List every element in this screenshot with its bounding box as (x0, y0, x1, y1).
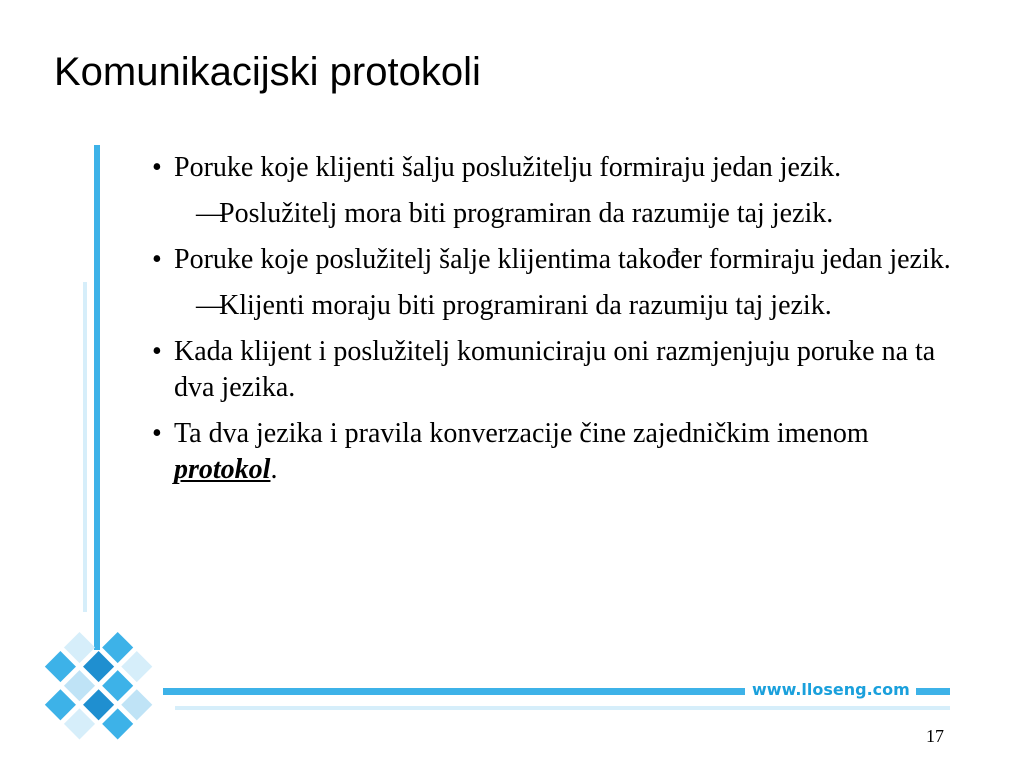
bullet-item (152, 242, 962, 278)
sub-bullet-text: Poslužitelj mora biti programiran da razumije taj jezik. (219, 198, 834, 229)
website-url: www.lloseng.com (752, 680, 910, 699)
accent-vertical-faint-line (83, 282, 87, 612)
bullet-text: Kada klijent i poslužitelj komuniciraju oni razmjenjuju poruke na ta dva jezika. (174, 336, 936, 403)
bullet-item (152, 416, 962, 488)
keyword-protokol: protokol (174, 454, 271, 485)
bullet-marker: • (152, 418, 162, 449)
page-number: 17 (926, 726, 944, 746)
accent-horizontal-line (163, 688, 745, 695)
bullet-text: Ta dva jezika i pravila konverzacije čine zajedničkim imenom (174, 418, 869, 449)
sub-bullet-text: Klijenti moraju biti programirani da razumiju taj jezik. (219, 290, 832, 321)
bullet-item (152, 150, 962, 186)
accent-horizontal-faint-line (175, 706, 950, 710)
dash-marker: — (196, 290, 224, 321)
slide-content (152, 150, 962, 498)
bullet-marker: • (152, 336, 162, 367)
accent-vertical-line (94, 145, 100, 650)
sub-bullet-item (196, 288, 909, 324)
bullet-marker: • (152, 152, 162, 183)
bullet-item (152, 334, 962, 406)
accent-horizontal-line-end (916, 688, 950, 695)
dash-marker: — (196, 198, 224, 229)
bullet-text: Poruke koje klijenti šalju poslužitelju formiraju jedan jezik. (174, 152, 842, 183)
bullet-text: Poruke koje poslužitelj šalje klijentima također formiraju jedan jezik. (174, 244, 951, 275)
bullet-marker: • (152, 244, 162, 275)
lloseng-logo-icon (30, 620, 170, 750)
slide-title: Komunikacijski protokoli (54, 50, 481, 94)
bullet-text-suffix: . (270, 454, 278, 485)
sub-bullet-item (196, 196, 909, 232)
